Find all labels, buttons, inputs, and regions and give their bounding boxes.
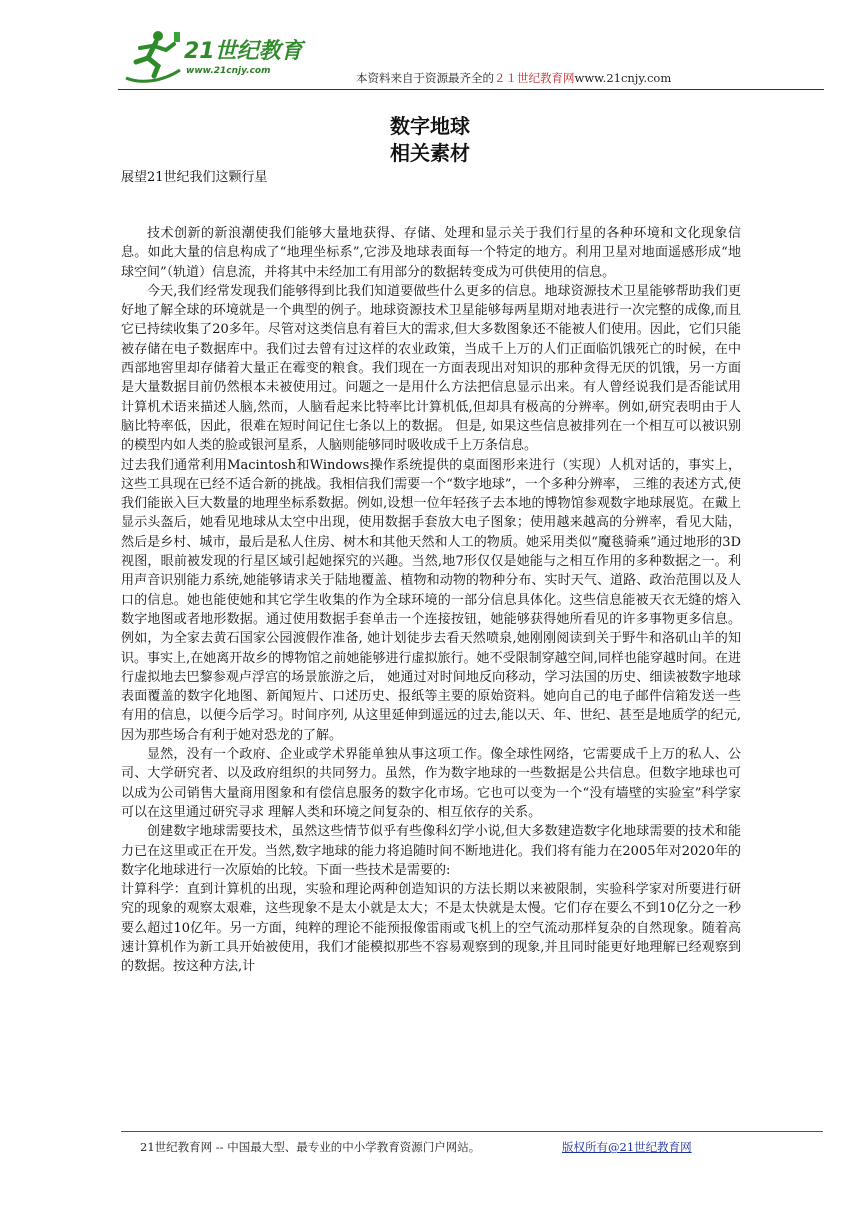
article-body — [121, 224, 741, 977]
section-heading: 展望21世纪我们这颗行星 — [121, 170, 268, 185]
paragraph: 技术创新的新浪潮使我们能够大量地获得、存储、处理和显示关于我们行星的各种环境和文化现象信息。如此大量的信息构成了“地理坐标系”,它涉及地球表面每一个特定的地方。利用卫星对地面遥感形成“地球空间”（轨道）信息流，并将其中未经加工有用部分的数据转变成为可供使用的信息。 — [121, 226, 741, 280]
logo-url: www.21cnjy.com — [186, 66, 271, 76]
notice-site-name[interactable]: ２１世纪教育网 — [494, 71, 575, 85]
document-subtitle-heading: 相关素材 — [390, 141, 470, 165]
paragraph: 今天,我们经常发现我们能够得到比我们知道要做些什么更多的信息。地球资源技术卫星能够帮助我们更好地了解全球的环境就是一个典型的例子。地球资源技术卫星能够每两星期对地表进行一次完整的成像,而且它已持续收集了20多年。尽管对这类信息有着巨大的需求,但大多数图象还不能被人们使用。因此，它们只能被存储在电子数据库中。我们过去曾有过这样的农业政策，当成千上万的人们正面临饥饿死亡的时候，在中西部地窖里却存储着大量正在霉变的粮食。我们现在一方面表现出对知识的那种贪得无厌的饥饿，另一方面是大量数据目前仍然根本未被使用过。问题之一是用什么方法把信息显示出来。有人曾经说我们是否能试用计算机术语来描述人脑,然而，人脑看起来比特率比计算机低,但却具有极高的分辨率。例如,研究表明由于人脑比特率低，因此，很难在短时间记住七条以上的数据。 但是, 如果这些信息被排列在一个相互可以被识别的模型内如人类的脸或银河星系，人脑则能够同时吸收成千上万条信息。 — [121, 283, 741, 454]
notice-prefix: 本资料来自于资源最齐全的 — [356, 71, 494, 85]
paragraph: 计算科学：直到计算机的出现，实验和理论两种创造知识的方法长期以来被限制，实验科学家对所要进行研究的现象的观察太艰难，这些现象不是太小就是太大；不是太快就是太慢。它们存在要么不到10亿分之一秒要么超过10亿年。另一方面，纯粹的理论不能预报像雷雨或飞机上的空气流动那样复杂的自然现象。随着高速计算机作为新工具开始被使用，我们才能模拟那些不容易观察到的现象,并且同时能更好地理解已经观察到的数据。按这种方法,计 — [121, 882, 741, 975]
site-logo — [122, 24, 332, 88]
header-divider — [118, 89, 824, 90]
paragraph: 过去我们通常利用Macintosh和Windows操作系统提供的桌面图形来进行（实现）人机对话的，事实上，这些工具现在已经不适合新的挑战。我相信我们需要一个“数字地球”，一个多种分辨率， 三维的表述方式,使我们能嵌入巨大数量的地理坐标系数据。例如,设想一位年轻孩子去本地的博物馆参观数字地球展览。在戴上显示头盔后，她看见地球从太空中出现，使用数据手套放大电子图象；使用越来越高的分辨率，看见大陆，然后是乡村、城市，最后是私人住房、树木和其他天然和人工的物质。她采用类似“魔毯骑乘”通过地形的3D视图，眼前被发现的行星区域引起她探究的兴趣。当然,地7形仅仅是她能与之相互作用的多种数据之一。利用声音识别能力系统,她能够请求关于陆地覆盖、植物和动物的物种分布、实时天气、道路、政治范围以及人口的信息。她也能使她和其它学生收集的作为全球环境的一部分信息具体化。这些信息能被天衣无缝的熔入数字地图或者地形数据。通过使用数据手套单击一个连接按钮，她能够获得她所看见的许多事物更多信息。例如，为全家去黄石国家公园渡假作准备, 她计划徒步去看天然喷泉,她刚刚阅读到关于野牛和洛矶山羊的知识。事实上,在她离开故乡的博物馆之前她能够进行虚拟旅行。她不受限制穿越空间,同样也能穿越时间。在进行虚拟地去巴黎参观卢浮宫的场景旅游之后， 她通过对时间地反向移动，学习法国的历史、细读被数字地球表面覆盖的数字化地图、新闻短片、口述历史、报纸等主要的原始资料。她向自己的电子邮件信箱发送一些有用的信息，以便今后学习。时间序列, 从这里延伸到遥远的过去,能以天、年、世纪、甚至是地质学的纪元,因为那些场合有利于她对恐龙的了解。 — [121, 457, 741, 743]
footer-divider — [121, 1131, 823, 1132]
logo-text: 21世纪教育 — [184, 39, 303, 64]
paragraph: 显然，没有一个政府、企业或学术界能单独从事这项工作。像全球性网络，它需要成千上万的私人、公司、大学研究者、以及政府组织的共同努力。虽然，作为数字地球的一些数据是公共信息。但数字地球也可以成为公司销售大量商用图象和有偿信息服务的数字化市场。它也可以变为一个“没有墙壁的实验室”科学家可以在这里通过研究寻求 理解人类和环境之间复杂的、相互依存的关系。 — [121, 747, 741, 820]
document-title: 数字地球 — [390, 114, 470, 138]
header-notice — [356, 70, 671, 86]
copyright-link[interactable]: 版权所有@21世纪教育网 — [562, 1140, 692, 1154]
running-figure-logo-icon — [122, 26, 182, 86]
footer-text: 21世纪教育网 -- 中国最大型、最专业的中小学教育资源门户网站。 — [140, 1140, 481, 1154]
paragraph: 创建数字地球需要技术，虽然这些情节似乎有些像科幻学小说,但大多数建造数字化地球需要的技术和能力已在这里或正在开发。当然,数字地球的能力将追随时间不断地进化。我们将有能力在2005年对2020年的数字化地球进行一次原始的比较。下面一些技术是需要的: — [121, 824, 741, 878]
notice-url[interactable]: www.21cnjy.com — [574, 71, 672, 85]
